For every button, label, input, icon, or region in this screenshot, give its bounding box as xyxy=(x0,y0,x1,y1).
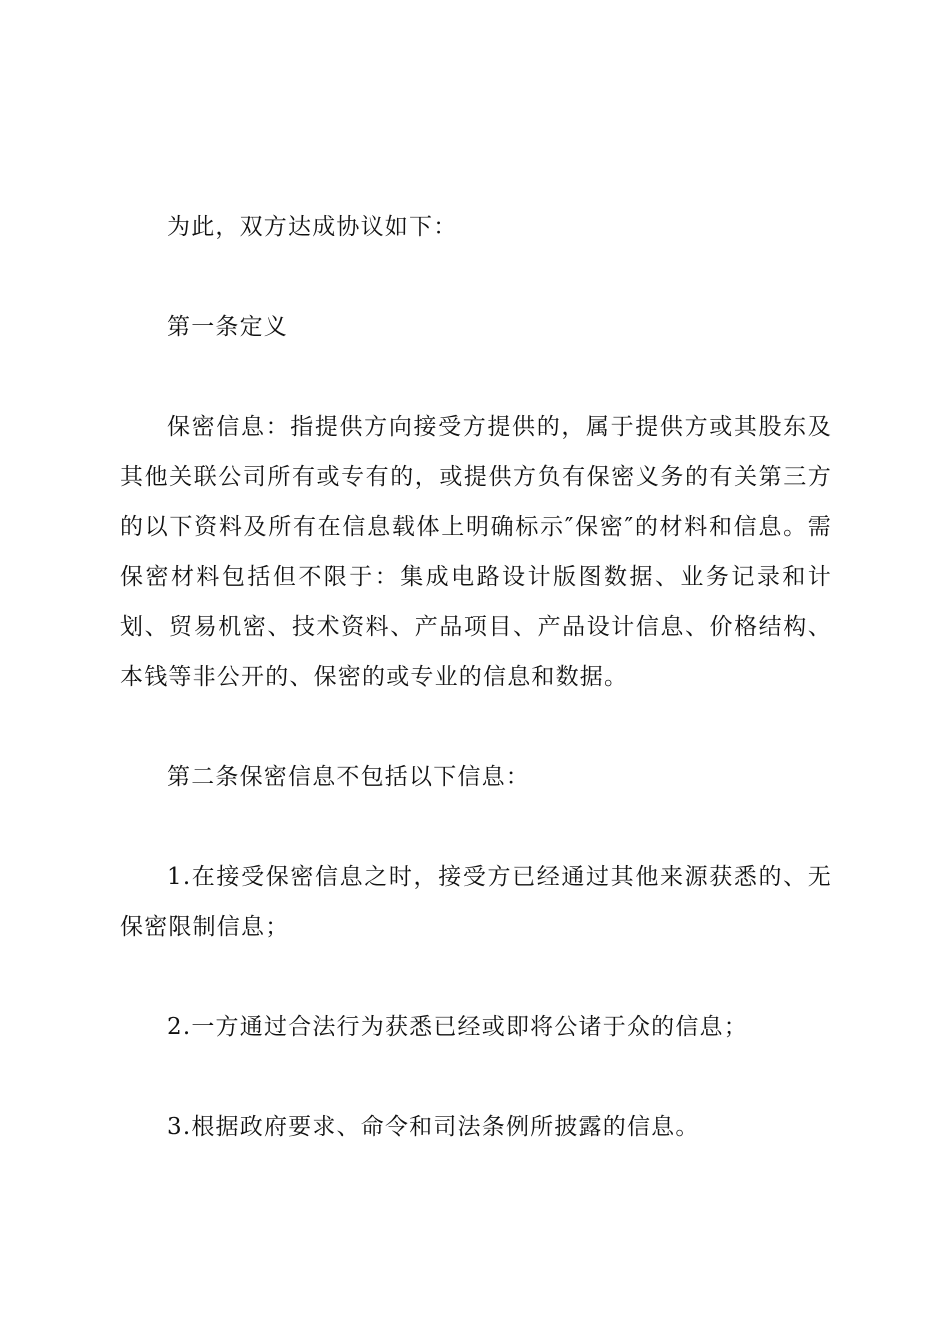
confidential-info-definition-paragraph: 保密信息：指提供方向接受方提供的，属于提供方或其股东及其他关联公司所有或专有的，或提供方负有保密义务的有关第三方的以下资料及所有在信息载体上明确标示″保密″的材料和信息。需保密材料包括但不限于：集成电路设计版图数据、业务记录和计划、贸易机密、技术资料、产品项目、产品设计信息、价格结构、本钱等非公开的、保密的或专业的信息和数据。 xyxy=(120,414,832,690)
agreement-intro-paragraph: 为此，双方达成协议如下： xyxy=(167,214,458,240)
exclusion-item-1: 1.在接受保密信息之时，接受方已经通过其他来源获悉的、无保密限制信息； xyxy=(120,864,832,940)
article-two-heading: 第二条保密信息不包括以下信息： xyxy=(167,764,530,790)
exclusion-item-3: 3.根据政府要求、命令和司法条例所披露的信息。 xyxy=(167,1114,700,1140)
exclusion-item-2: 2.一方通过合法行为获悉已经或即将公诸于众的信息； xyxy=(167,1014,748,1040)
article-one-heading: 第一条定义 xyxy=(167,314,288,340)
